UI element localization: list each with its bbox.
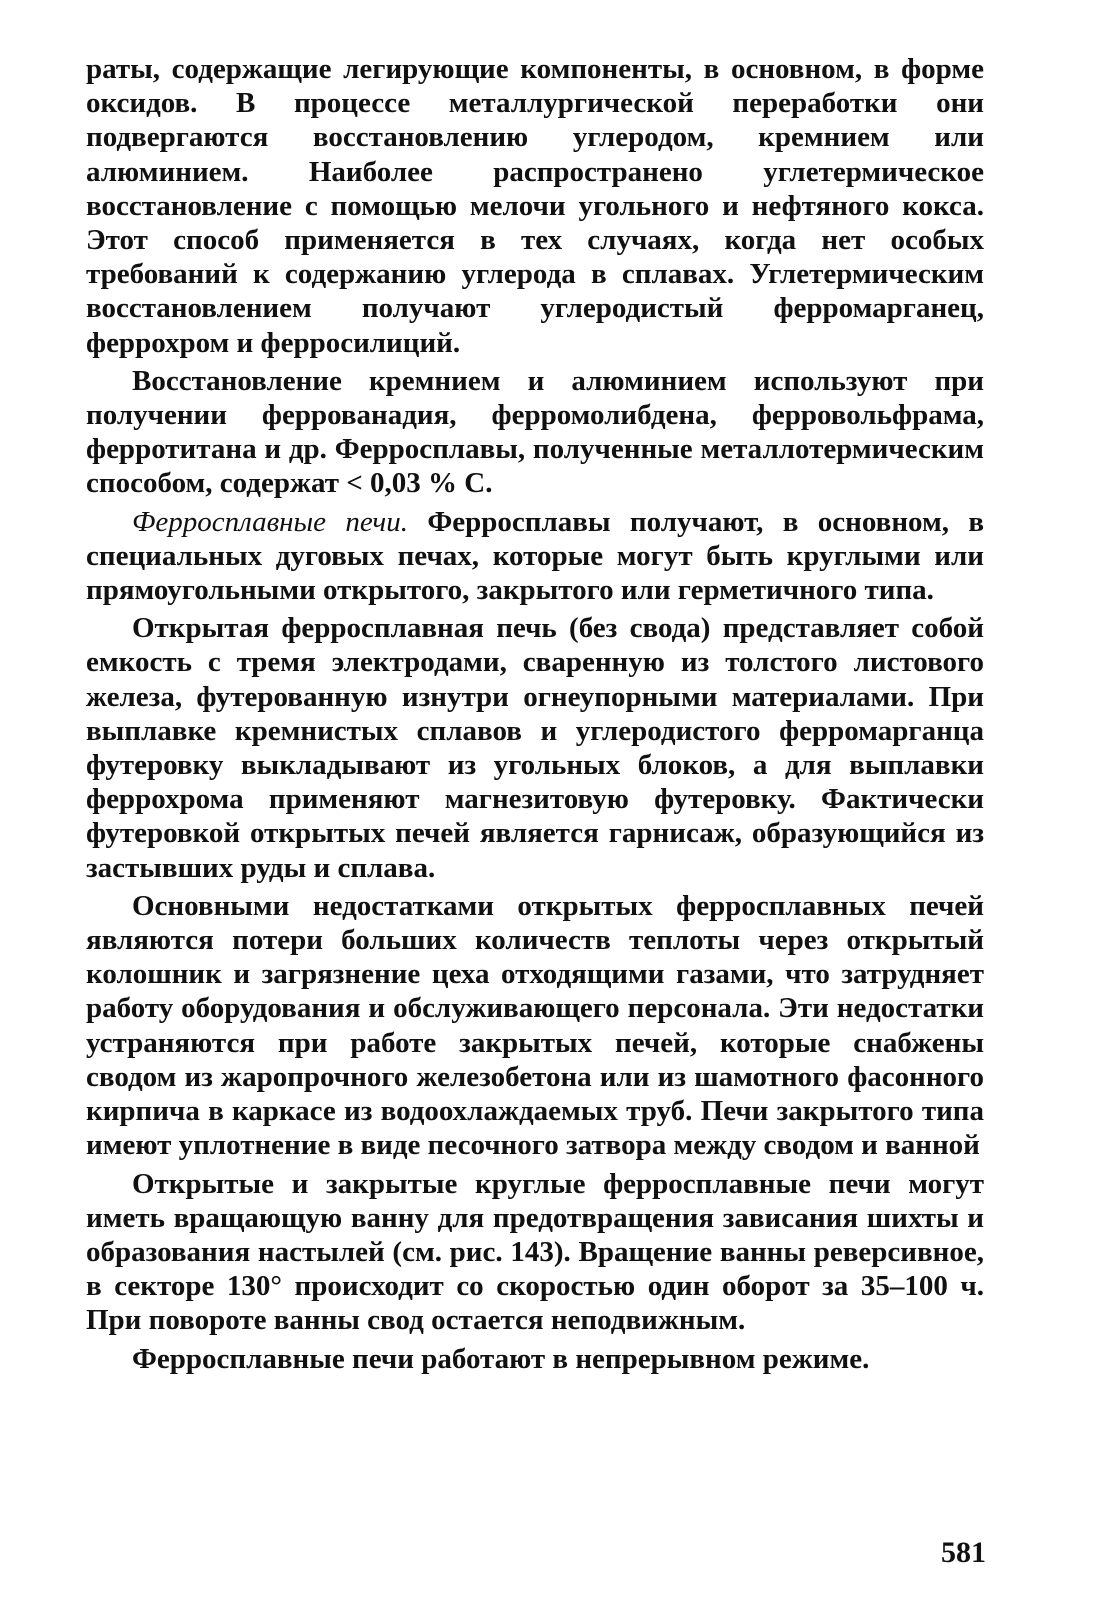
paragraph-4: Открытая ферросплавная печь (без свода) представляет собой емкость с тремя электродами, сваренную из толстого листового железа, футерованную изнутри огнеупорными материалами. При выплавке кремнистых сплавов и углеродистого ферромарганца футеровку выкладывают из угольных блоков, а для выплавки феррохрома применяют магнезитовую футеровку. Фактически футеровкой открытых печей является гарнисаж, образующийся из застывших руды и сплава. xyxy=(86,612,984,884)
paragraph-7: Ферросплавные печи работают в непрерывном режиме. xyxy=(132,1342,870,1375)
section-heading: Ферросплавные печи. xyxy=(132,505,408,538)
paragraph-6: Открытые и закрытые круглые ферросплавные печи могут иметь вращающую ванну для предотвращения зависания шихты и образования настылей (см. рис. 143). Вращение ванны реверсивное, в секторе 130° происходит со скоростью один оборот за 35–100 ч. При повороте ванны свод остается неподвижным. xyxy=(86,1167,984,1337)
body-text xyxy=(86,52,984,1376)
paragraph-5: Основными недостатками открытых ферросплавных печей являются потери больших количеств теплоты через открытый колошник и загрязнение цеха отходящими газами, что затрудняет работу оборудования и обслуживающего персонала. Эти недостатки устраняются при работе закрытых печей, которые снабжены сводом из жаропрочного железобетона или из шамотного фасонного кирпича в каркасе из водоохлаждаемых труб. Печи закрытого типа имеют уплотнение в виде песочного затвора между сводом и ванной xyxy=(86,889,984,1162)
paragraph-1: раты, содержащие легирующие компоненты, в основном, в форме оксидов. В процессе металлургической переработки они подвергаются восстановлению углеродом, кремнием или алюминием. Наиболее распространено углетермическое восстановление с помощью мелочи угольного и нефтяного кокса. Этот способ применяется в тех случаях, когда нет особых требований к содержанию углерода в сплавах. Углетермическим восстановлением получают углеродистый ферромарганец, феррохром и ферросилиций. xyxy=(86,53,984,359)
paragraph-3-text: Ферросплавы получают, в основном, в специальных дуговых печах, которые могут быть круглыми или прямоугольными открытого, закрытого или герметичного типа. xyxy=(86,505,984,607)
paragraph-3 xyxy=(86,505,984,608)
page-number: 581 xyxy=(941,1536,986,1569)
paragraph-2: Восстановление кремнием и алюминием используют при получении феррованадия, ферромолибдена, ферровольфрама, ферротитана и др. Ферросплавы, полученные металлотермическим способом, содержат < 0,03 % С. xyxy=(86,364,984,500)
